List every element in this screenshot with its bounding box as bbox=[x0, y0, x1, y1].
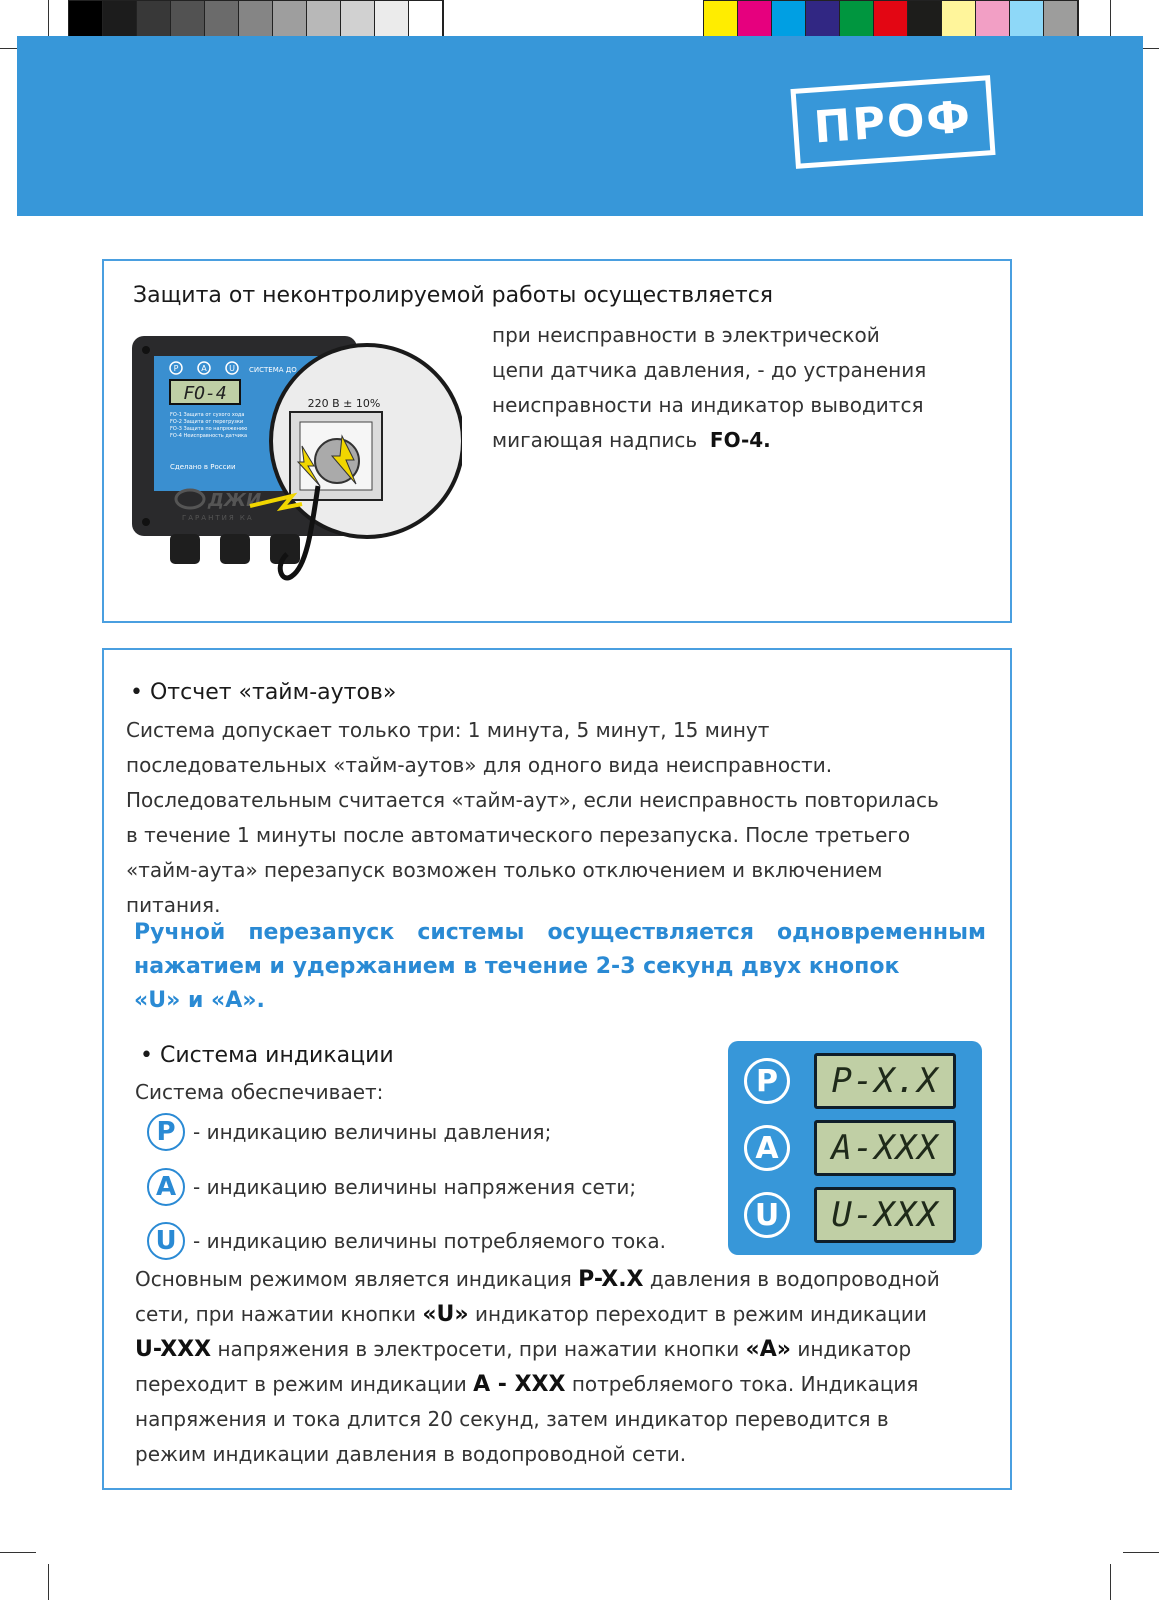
indication-intro: Система обеспечивает: bbox=[135, 1080, 384, 1104]
timeouts-line: Система допускает только три: 1 минута, 5 минут, 15 минут bbox=[126, 718, 770, 742]
brand-logo: ПРОФ bbox=[790, 75, 995, 169]
gray-color-bar bbox=[68, 0, 444, 38]
indication-item-text: - индикацию величины потребляемого тока. bbox=[193, 1229, 666, 1253]
color-swatch bbox=[840, 1, 874, 37]
controller-device-illustration bbox=[132, 336, 462, 616]
timeouts-title: • Отсчет «тайм-аутов» bbox=[130, 680, 397, 705]
description-line: напряжения и тока длится 20 секунд, затем индикатор переводится в bbox=[135, 1407, 889, 1431]
description-line: переходит в режим индикации A - XXX потребляемого тока. Индикация bbox=[135, 1372, 919, 1397]
indication-item-text: - индикацию величины напряжения сети; bbox=[193, 1175, 637, 1199]
crop-mark bbox=[1110, 1564, 1111, 1600]
a-icon: A bbox=[744, 1125, 790, 1171]
color-swatch bbox=[341, 1, 375, 37]
description-line: режим индикации давления в водопроводной сети. bbox=[135, 1442, 687, 1466]
device-brand-sub: ГАРАНТИЯ КА bbox=[182, 514, 254, 522]
lcd-row-current bbox=[744, 1187, 956, 1243]
color-swatch bbox=[976, 1, 1010, 37]
description-line: сети, при нажатии кнопки «U» индикатор переходит в режим индикации bbox=[135, 1302, 927, 1327]
a-icon: A bbox=[147, 1168, 185, 1206]
timeouts-line: последовательных «тайм-аутов» для одного вида неисправности. bbox=[126, 753, 833, 777]
device-fault-line: FO-4 Неисправность датчика bbox=[170, 433, 248, 439]
voltage-label: 220 В ± 10% bbox=[307, 397, 381, 410]
device-fault-line: FO-2 Защита от перегрузки bbox=[170, 419, 244, 425]
description-line: U-XXX напряжения в электросети, при нажатии кнопки «A» индикатор bbox=[135, 1337, 912, 1362]
lcd-screen: P-X.X bbox=[814, 1053, 956, 1109]
color-swatch bbox=[409, 1, 443, 37]
lcd-indicator-panel bbox=[728, 1041, 982, 1255]
indication-item-pressure bbox=[147, 1113, 551, 1151]
protection-text bbox=[492, 318, 972, 458]
color-swatch bbox=[239, 1, 273, 37]
color-swatch bbox=[908, 1, 942, 37]
lcd-screen: U-XXX bbox=[814, 1187, 956, 1243]
indication-description bbox=[135, 1262, 1005, 1472]
indication-item-current bbox=[147, 1222, 666, 1260]
color-swatch bbox=[103, 1, 137, 37]
color-swatch bbox=[1010, 1, 1044, 37]
indication-title-text: Система индикации bbox=[159, 1043, 394, 1068]
color-swatch bbox=[704, 1, 738, 37]
indication-title: • Система индикации bbox=[140, 1043, 394, 1068]
device-button-u: U bbox=[229, 364, 235, 373]
crop-mark bbox=[48, 0, 49, 36]
color-swatch bbox=[1044, 1, 1078, 37]
p-icon: P bbox=[147, 1113, 185, 1151]
timeouts-title-text: Отсчет «тайм-аутов» bbox=[149, 680, 397, 705]
color-swatch bbox=[738, 1, 772, 37]
protection-line: неисправности на индикатор выводится bbox=[492, 393, 924, 417]
timeouts-paragraph bbox=[126, 713, 996, 923]
indication-item-voltage bbox=[147, 1168, 636, 1206]
indication-item-text: - индикацию величины давления; bbox=[193, 1120, 552, 1144]
color-swatch bbox=[205, 1, 239, 37]
color-swatch bbox=[806, 1, 840, 37]
device-button-p: P bbox=[173, 364, 179, 373]
color-swatch bbox=[137, 1, 171, 37]
device-system-label: СИСТЕМА ДО bbox=[249, 366, 297, 374]
crop-mark bbox=[1123, 1552, 1159, 1553]
color-swatch bbox=[874, 1, 908, 37]
protection-line bbox=[492, 423, 972, 458]
color-swatch bbox=[69, 1, 103, 37]
color-swatch bbox=[772, 1, 806, 37]
device-button-a: A bbox=[201, 364, 207, 373]
device-fault-line: FO-1 Защита от сухого хода bbox=[170, 412, 245, 418]
device-fault-line: FO-3 Защита по напряжению bbox=[170, 426, 248, 432]
color-swatch bbox=[171, 1, 205, 37]
color-swatch bbox=[375, 1, 409, 37]
crop-mark bbox=[1110, 0, 1111, 36]
device-display-text: FO-4 bbox=[183, 383, 227, 404]
lcd-row-voltage bbox=[744, 1120, 956, 1176]
timeouts-line: Последовательным считается «тайм-аут», если неисправность повторилась bbox=[126, 788, 939, 812]
crop-mark bbox=[48, 1564, 49, 1600]
p-icon: P bbox=[744, 1058, 790, 1104]
manual-restart-line: нажатием и удержанием в течение 2-3 секунд двух кнопок bbox=[134, 954, 900, 979]
timeouts-line: питания. bbox=[126, 893, 221, 917]
cmyk-color-bar bbox=[703, 0, 1079, 38]
manual-restart-line: Ручной перезапуск системы осуществляется одновременным bbox=[134, 920, 986, 945]
protection-line: цепи датчика давления, - до устранения bbox=[492, 358, 927, 382]
protection-line: при неисправности в электрической bbox=[492, 323, 880, 347]
manual-restart-line: «U» и «A». bbox=[134, 988, 265, 1013]
color-swatch bbox=[273, 1, 307, 37]
color-swatch bbox=[942, 1, 976, 37]
timeouts-line: в течение 1 минуты после автоматического перезапуска. После третьего bbox=[126, 823, 911, 847]
u-icon: U bbox=[744, 1192, 790, 1238]
manual-restart-note bbox=[134, 916, 986, 1018]
protection-line-text: мигающая надпись bbox=[492, 428, 698, 452]
protection-title: Защита от неконтролируемой работы осуществляется bbox=[133, 283, 774, 308]
crop-mark bbox=[0, 1552, 36, 1553]
timeouts-line: «тайм-аута» перезапуск возможен только отключением и включением bbox=[126, 858, 883, 882]
u-icon: U bbox=[147, 1222, 185, 1260]
color-swatch bbox=[307, 1, 341, 37]
description-line: Основным режимом является индикация P-X.X давления в водопроводной bbox=[135, 1267, 940, 1292]
fo4-code: FO-4. bbox=[709, 428, 771, 452]
device-made-in: Сделано в России bbox=[170, 463, 236, 471]
device-brand: ДЖИ bbox=[208, 490, 262, 511]
lcd-row-pressure bbox=[744, 1053, 956, 1109]
lcd-screen: A-XXX bbox=[814, 1120, 956, 1176]
